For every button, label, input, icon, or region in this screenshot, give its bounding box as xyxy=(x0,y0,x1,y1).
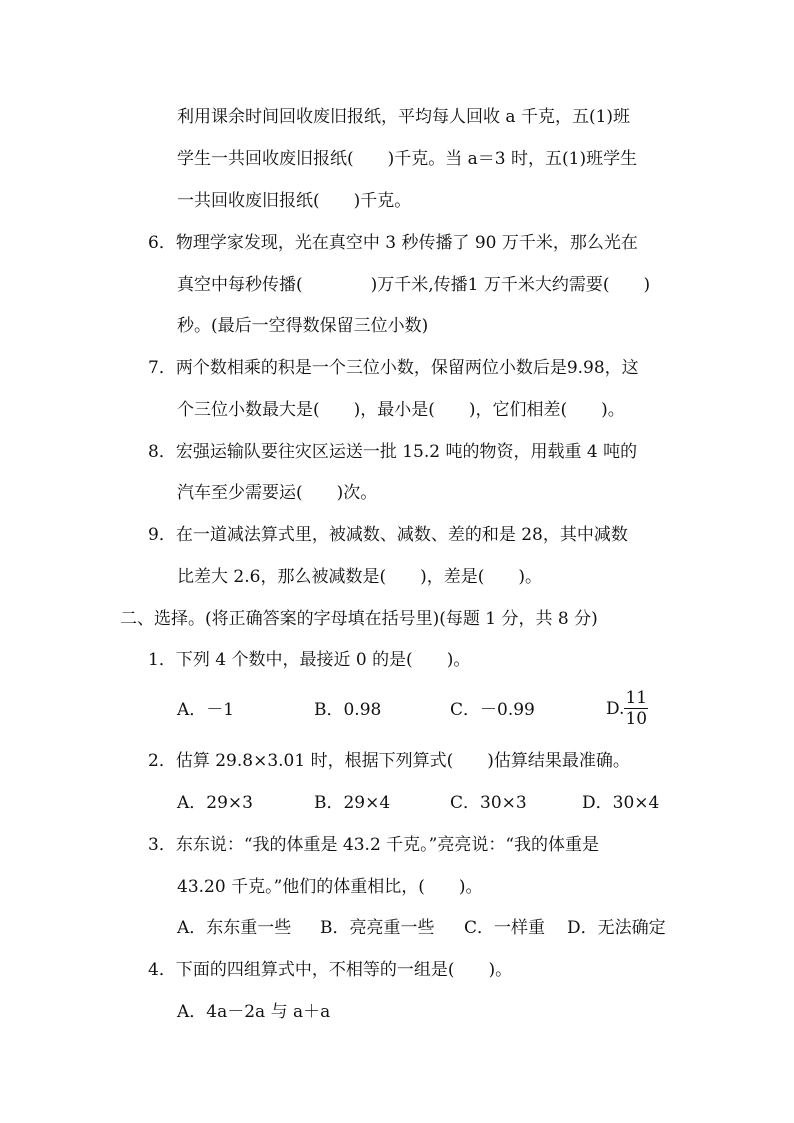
q6-line-1: 6．物理学家发现，光在真空中 3 秒传播了 90 万千米，那么光在 xyxy=(148,233,638,253)
section-2-heading: 二、选择。(将正确答案的字母填在括号里)(每题 1 分，共 8 分) xyxy=(120,609,598,629)
choice-q1-stem: 1．下列 4 个数中，最接近 0 的是( )。 xyxy=(148,650,471,670)
q5-line-1: 利用课余时间回收废旧报纸，平均每人回收 a 千克，五(1)班 xyxy=(177,107,631,127)
fraction-denominator: 10 xyxy=(625,709,648,729)
choice-q2-option-d: D．30×4 xyxy=(582,793,660,813)
choice-q3-option-a: A．东东重一些 xyxy=(177,918,292,938)
q6-line-3: 秒。(最后一空得数保留三位小数) xyxy=(177,316,429,336)
choice-q2-options xyxy=(177,791,677,815)
choice-q3-option-c: C．一样重 xyxy=(464,918,546,938)
q5-line-3: 一共回收废旧报纸( )千克。 xyxy=(177,191,412,211)
q7-line-2: 个三位小数最大是( )，最小是( )，它们相差( )。 xyxy=(177,400,625,420)
choice-q2-option-a: A．29×3 xyxy=(177,793,253,813)
choice-q3-stem-2: 43.20 千克。”他们的体重相比，( )。 xyxy=(177,877,483,897)
choice-q2-option-b: B．29×4 xyxy=(314,793,391,813)
choice-q4-option-a: A．4a－2a 与 a＋a xyxy=(177,1002,331,1022)
q6-line-2: 真空中每秒传播( )万千米,传播1 万千米大约需要( ) xyxy=(177,275,651,295)
choice-q1-option-d xyxy=(606,688,648,729)
choice-q4-stem: 4．下面的四组算式中，不相等的一组是( )。 xyxy=(148,960,513,980)
q9-line-1: 9．在一道减法算式里，被减数、减数、差的和是 28，其中减数 xyxy=(148,525,628,545)
choice-q2-option-c: C．30×3 xyxy=(450,793,527,813)
q8-line-2: 汽车至少需要运( )次。 xyxy=(177,483,378,503)
choice-q1-options xyxy=(177,698,677,722)
choice-q1-option-c: C．－0.99 xyxy=(450,700,535,720)
choice-q1-option-d-label: D. xyxy=(606,698,625,719)
fraction-numerator: 11 xyxy=(625,688,648,708)
q8-line-1: 8．宏强运输队要往灾区运送一批 15.2 吨的物资，用载重 4 吨的 xyxy=(148,442,638,462)
choice-q3-option-b: B．亮亮重一些 xyxy=(320,918,435,938)
q5-line-2: 学生一共回收废旧报纸( )千克。当 a＝3 时，五(1)班学生 xyxy=(177,149,638,169)
choice-q3-option-d: D．无法确定 xyxy=(567,918,666,938)
choice-q3-options xyxy=(177,916,677,940)
choice-q2-stem: 2．估算 29.8×3.01 时，根据下列算式( )估算结果最准确。 xyxy=(148,751,630,771)
q9-line-2: 比差大 2.6，那么被减数是( )，差是( )。 xyxy=(177,567,542,587)
choice-q1-option-b: B．0.98 xyxy=(314,700,382,720)
choice-q1-option-a: A．－1 xyxy=(177,700,235,720)
choice-q3-stem-1: 3．东东说：“我的体重是 43.2 千克。”亮亮说：“我的体重是 xyxy=(148,835,600,855)
q7-line-1: 7．两个数相乘的积是一个三位小数，保留两位小数后是9.98，这 xyxy=(148,358,639,378)
